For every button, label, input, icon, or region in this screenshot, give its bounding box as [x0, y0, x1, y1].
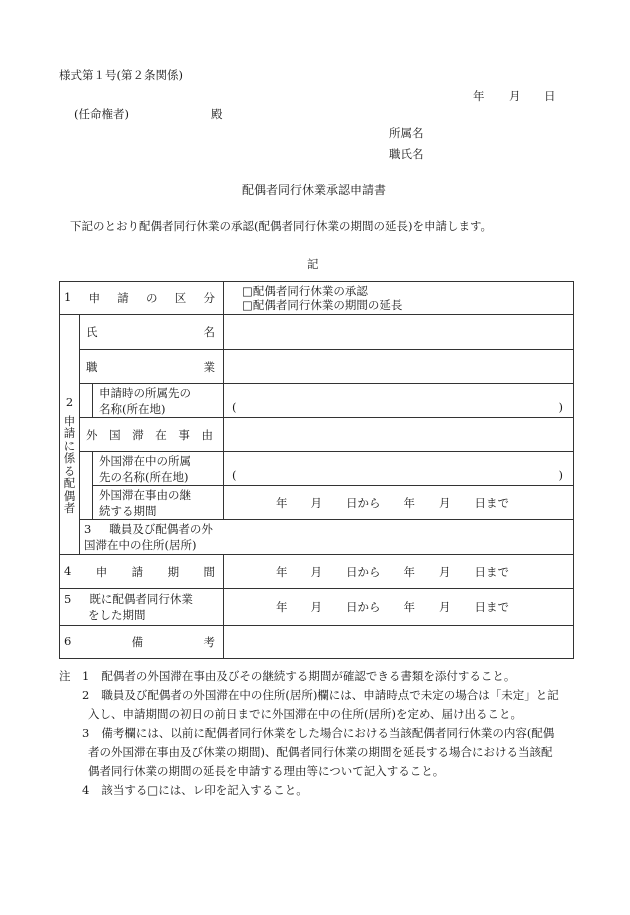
- date-year-label: 年: [473, 89, 485, 103]
- label-current-affiliation: 申請時の所属先の 名称(所在地): [93, 384, 224, 418]
- row-reason-period: [60, 486, 574, 520]
- row-previous-leave: [60, 589, 574, 626]
- row-abroad-address: [60, 520, 574, 555]
- application-table: [59, 281, 574, 659]
- note-1: 1 配偶者の外国滞在事由及びその継続する期間が確認できる書類を添付すること。: [82, 669, 516, 683]
- row-application-period: [60, 555, 574, 589]
- row-remarks: [60, 626, 574, 659]
- form-number: 様式第１号(第２条関係): [59, 68, 183, 82]
- field-abroad-reason[interactable]: [224, 418, 574, 452]
- label-abroad-address: 3 職員及び配偶者の外 国滞在中の住所(居所): [80, 520, 574, 555]
- label-reason-period: 外国滞在事由の継 続する期間: [93, 486, 224, 520]
- note-4: 4 該当する□には、レ印を記入すること。: [82, 783, 308, 797]
- date-day-label: 日: [544, 89, 556, 103]
- row-application-type: [60, 282, 574, 315]
- field-spouse-name[interactable]: [224, 315, 574, 350]
- spouse-group-label: 2 申 請 に 係 る 配 偶 者: [60, 315, 80, 555]
- indent-spacer: [80, 486, 93, 520]
- ki-label: 記: [307, 257, 319, 271]
- staff-name-label: 職氏名: [389, 147, 424, 161]
- field-application-period[interactable]: 年 月 日から 年 月 日まで: [224, 555, 574, 589]
- row-abroad-reason: [60, 418, 574, 452]
- label-abroad-affiliation: 外国滞在中の所属 先の名称(所在地): [93, 452, 224, 486]
- indent-spacer: [80, 384, 93, 418]
- intro-text: 下記のとおり配偶者同行休業の承認(配偶者同行休業の期間の延長)を申請します。: [70, 219, 493, 233]
- field-reason-period[interactable]: 年 月 日から 年 月 日まで: [224, 486, 574, 520]
- field-occupation[interactable]: [224, 350, 574, 384]
- row-abroad-affiliation: [60, 452, 574, 486]
- document-title: 配偶者同行休業承認申請書: [242, 183, 387, 197]
- affiliation-label: 所属名: [389, 126, 424, 140]
- field-previous-leave[interactable]: 年 月 日から 年 月 日まで: [224, 589, 574, 626]
- field-abroad-affiliation[interactable]: ( ): [224, 452, 574, 486]
- label-name: 氏 名: [80, 315, 224, 350]
- field-current-affiliation[interactable]: ( ): [224, 384, 574, 418]
- application-type-options: [224, 282, 574, 315]
- field-remarks[interactable]: [224, 626, 574, 659]
- notes-label: 注: [59, 669, 71, 683]
- label-remarks: 6 備 考: [60, 626, 224, 659]
- row-spouse-name: [60, 315, 574, 350]
- option-extension[interactable]: □配偶者同行休業の期間の延長: [242, 298, 403, 312]
- indent-spacer: [80, 452, 93, 486]
- label-occupation: 職 業: [80, 350, 224, 384]
- addressee-label: (任命権者): [74, 107, 129, 121]
- date-month-label: 月: [509, 89, 521, 103]
- option-approval[interactable]: □配偶者同行休業の承認: [242, 284, 368, 298]
- label-abroad-reason: 外 国 滞 在 事 由: [80, 418, 224, 452]
- note-2: 2 職員及び配偶者の外国滞在中の住所(居所)欄には、申請時点で未定の場合は「未定」と記 入し、申請期間の初日の前日までに外国滞在中の住所(居所)を定め、届け出ること。: [82, 688, 559, 721]
- label-application-type: 1 申 請 の 区 分: [60, 282, 224, 315]
- note-3: 3 備考欄には、以前に配偶者同行休業をした場合における当該配偶者同行休業の内容(配偶 者の外国滞在事由及び休業の期間)、配偶者同行休業の期間を延長する場合における当該配 偶者同行休業の期間の延長を申請する理由等について記入すること。: [82, 726, 555, 778]
- label-previous-leave: 5 既に配偶者同行休業 をした期間: [60, 589, 224, 626]
- row-current-affiliation: [60, 384, 574, 418]
- label-application-period: 4 申 請 期 間: [60, 555, 224, 589]
- addressee-honorific: 殿: [211, 107, 223, 121]
- row-occupation: [60, 350, 574, 384]
